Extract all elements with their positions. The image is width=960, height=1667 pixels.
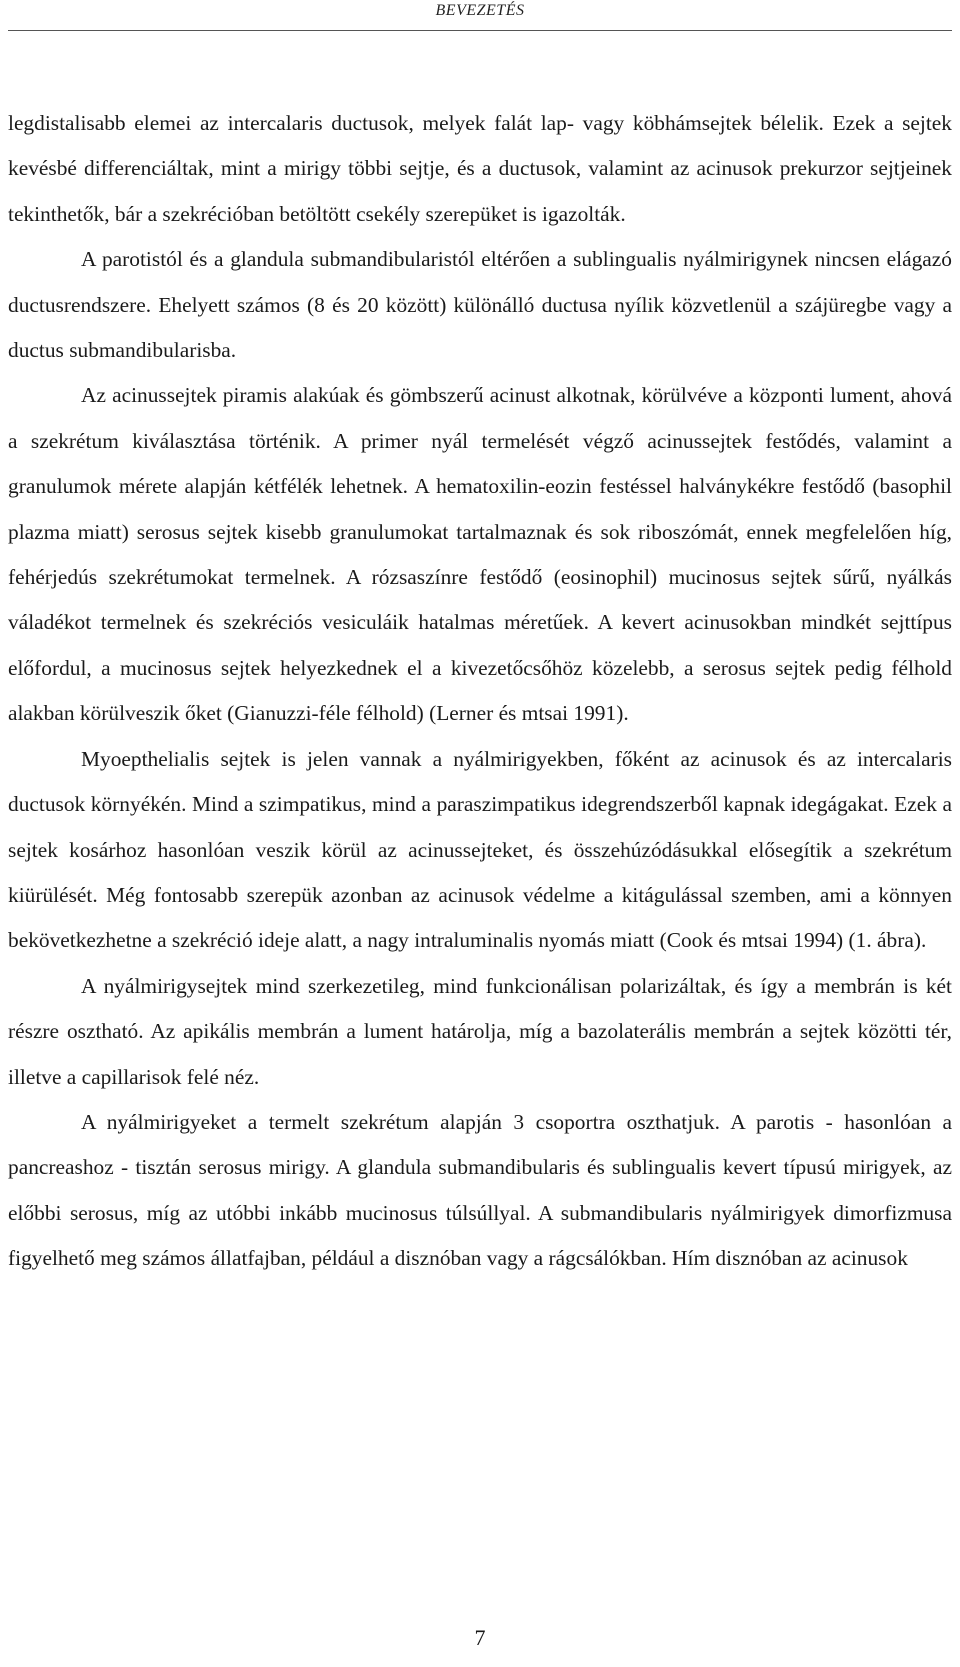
paragraph-ductus-continuation: legdistalisabb elemei az intercalaris ductusok, melyek falát lap- vagy köbhámsejtek bélelik. Ezek a sejtek kevésbé differenciáltak, mint a mirigy többi sejtje, és a ductusok, valamint az acinusok prekurzor sejtjeinek tekinthetők, bár a szekrécióban betöltött csekély szerepüket is igazolták. bbox=[8, 111, 952, 226]
paragraph-myoepithelialis: Myoepthelialis sejtek is jelen vannak a nyálmirigyekben, főként az acinusok és az intercalaris ductusok környékén. Mind a szimpatikus, mind a paraszimpatikus idegrendszerből kapnak idegágakat. Ezek a sejtek kosárhoz hasonlóan veszik körül az acinussejteket, és összehúzódásukkal elősegítik a szekrétum kiürülését. Még fontosabb szerepük azonban az acinusok védelme a kitágulással szemben, ami a könnyen bekövetkezhetne a szekréció ideje alatt, a nagy intraluminalis nyomás miatt (Cook és mtsai 1994) (1. ábra). bbox=[8, 746, 952, 953]
main-text bbox=[8, 101, 952, 1282]
paragraph-polarizacio: A nyálmirigysejtek mind szerkezetileg, mind funkcionálisan polarizáltak, és így a membrán is két részre osztható. Az apikális membrán a lument határolja, míg a bazolaterális membrán a sejtek közötti tér, illetve a capillarisok felé néz. bbox=[8, 973, 952, 1089]
header-divider bbox=[8, 30, 952, 31]
paragraph-acinussejtek: Az acinussejtek piramis alakúak és gömbszerű acinust alkotnak, körülvéve a központi lument, ahová a szekrétum kiválasztása történik. A primer nyál termelését végző acinussejtek festődés, valamint a granulumok mérete alapján kétfélék lehetnek. A hematoxilin-eozin festéssel halványkékre festődő (basophil plazma miatt) serosus sejtek kisebb granulumokat tartalmaznak és sok riboszómát, ennek megfelelően híg, fehérjedús szekrétumokat termelnek. A rózsaszínre festődő (eosinophil) mucinosus sejtek sűrű, nyálkás váladékot termelnek és szekréciós vesiculáik hatalmas méretűek. A kevert acinusokban mindkét sejttípus előfordul, a mucinosus sejtek helyezkednek el a kivezetőcsőhöz közelebb, a serosus sejtek pedig félhold alakban körülveszik őket (Gianuzzi-féle félhold) (Lerner és mtsai 1991). bbox=[8, 383, 952, 726]
page-number: 7 bbox=[474, 1625, 486, 1650]
paragraph-mirigy-csoportok: A nyálmirigyeket a termelt szekrétum alapján 3 csoportra oszthatjuk. A parotis - hasonlóan a pancreashoz - tisztán serosus mirigy. A glandula submandibularis és sublingualis kevert típusú mirigyek, az előbbi serosus, míg az utóbbi inkább mucinosus túlsúllyal. A submandibularis nyálmirigyek dimorfizmusa figyelhető meg számos állatfajban, például a disznóban vagy a rágcsálókban. Hím disznóban az acinusok bbox=[8, 1109, 952, 1271]
running-header: BEVEZETÉS bbox=[435, 2, 525, 19]
paragraph-sublingualis: A parotistól és a glandula submandibularistól eltérően a sublingualis nyálmirigynek nincsen elágazó ductusrendszere. Ehelyett számos (8 és 20 között) különálló ductusa nyílik közvetlenül a szájüregbe vagy a ductus submandibularisba. bbox=[8, 247, 952, 363]
